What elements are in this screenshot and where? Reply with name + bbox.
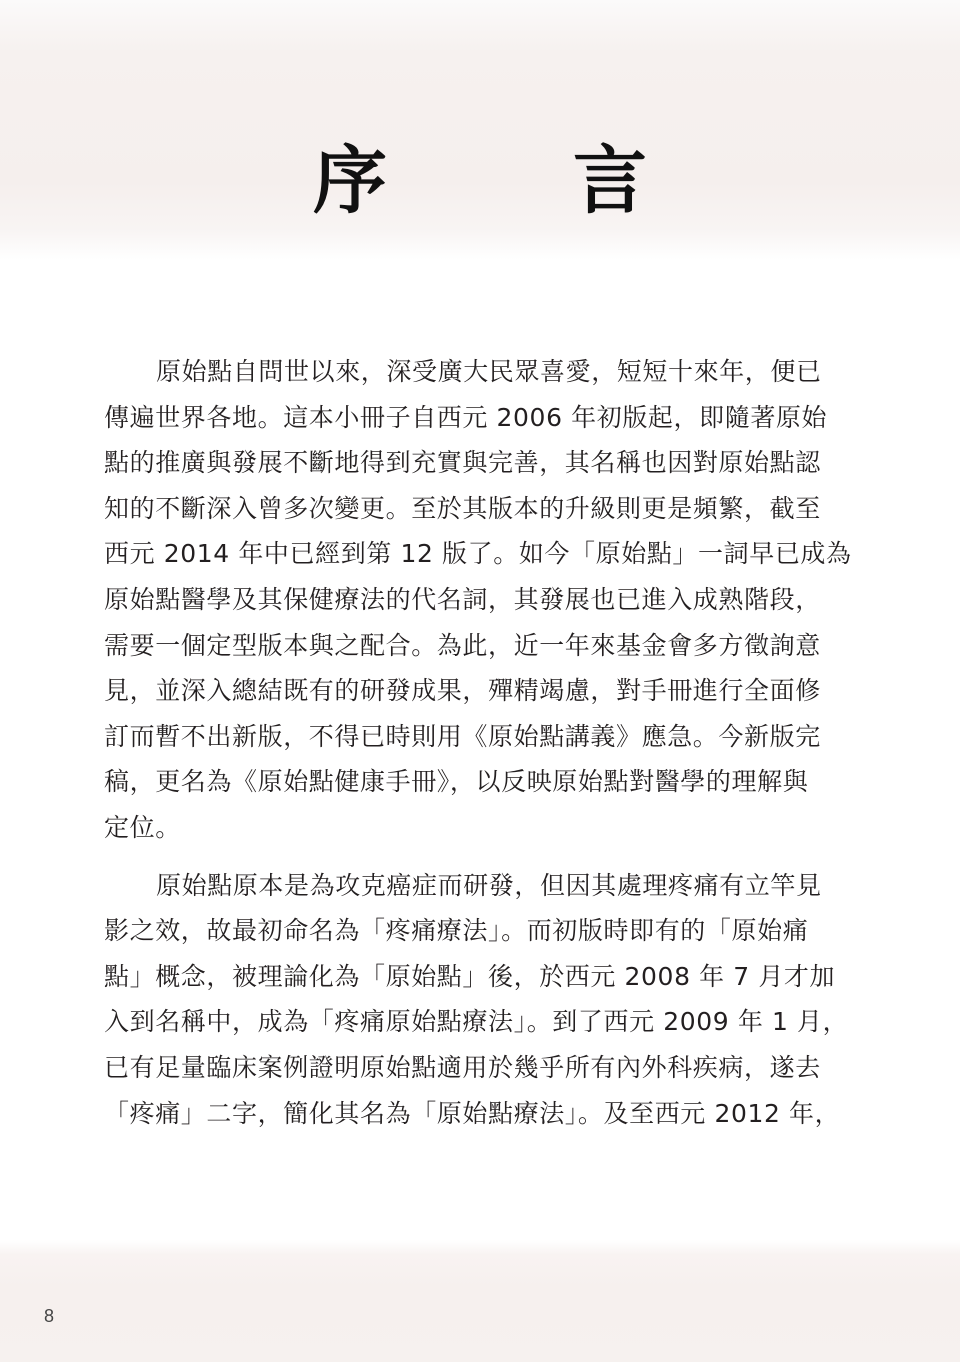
page-title: 序 言 [313, 138, 703, 224]
preface-body [104, 349, 860, 1136]
text-line: 知的不斷深入曾多次變更。至於其版本的升級則更是頻繁，截至 [104, 493, 821, 523]
text-line: 點的推廣與發展不斷地得到充實與完善，其名稱也因對原始點認 [104, 448, 821, 478]
paragraph-2 [104, 863, 860, 1137]
text-line: 定位。 [104, 812, 181, 842]
text-line: 入到名稱中，成為「疼痛原始點療法」。到了西元 2009 年 1 月， [104, 1007, 849, 1037]
bottom-decorative-band [0, 1240, 960, 1362]
text-line: 原始點自問世以來，深受廣大民眾喜愛，短短十來年，便已 [156, 357, 822, 386]
text-line: 需要一個定型版本與之配合。為此，近一年來基金會多方徵詢意 [104, 630, 821, 660]
text-line: 「疼痛」二字，簡化其名為「原始點療法」。及至西元 2012 年， [104, 1098, 841, 1128]
text-line: 點」概念，被理論化為「原始點」後，於西元 2008 年 7 月才加 [104, 961, 836, 991]
text-line: 西元 2014 年中已經到第 12 版了。如今「原始點」一詞早已成為 [104, 539, 852, 569]
text-line: 原始點醫學及其保健療法的代名詞，其發展也已進入成熟階段， [104, 584, 821, 614]
text-line: 已有足量臨床案例證明原始點適用於幾乎所有內外科疾病，遂去 [104, 1052, 821, 1082]
text-line: 原始點原本是為攻克癌症而研發，但因其處理疼痛有立竿見 [156, 870, 822, 900]
text-line: 影之效，故最初命名為「疼痛療法」。而初版時即有的「原始痛 [104, 916, 809, 946]
text-line: 見，並深入總結既有的研發成果，殫精竭慮，對手冊進行全面修 [104, 676, 821, 706]
text-line: 傳遍世界各地。這本小冊子自西元 2006 年初版起，即隨著原始 [104, 402, 828, 432]
text-line: 稿，更名為《原始點健康手冊》，以反映原始點對醫學的理解與 [104, 767, 809, 797]
paragraph-1 [104, 349, 860, 851]
text-line: 訂而暫不出新版，不得已時則用《原始點講義》應急。今新版完 [104, 721, 821, 751]
page-number: 8 [44, 1306, 55, 1326]
